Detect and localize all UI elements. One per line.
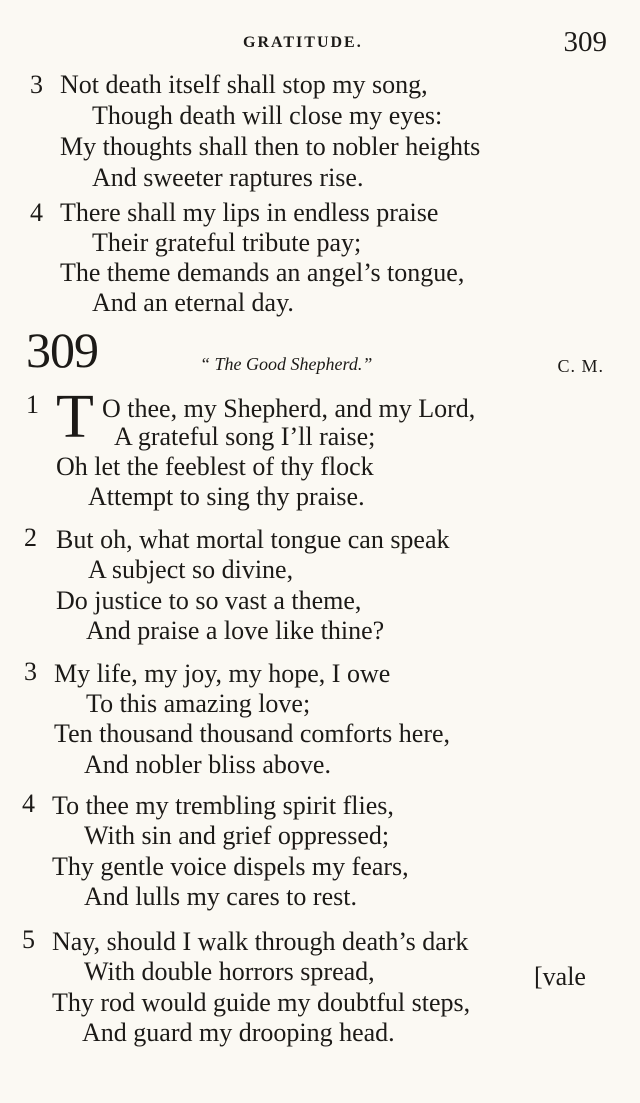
- verse-line: And nobler bliss above.: [84, 750, 331, 779]
- verse-line: Oh let the feeblest of thy flock: [56, 452, 374, 481]
- stanza-number: 3: [24, 657, 37, 686]
- verse-line: The theme demands an angel’s tongue,: [60, 258, 465, 287]
- verse-line: Thy gentle voice dispels my fears,: [52, 852, 409, 881]
- verse-line: With sin and grief oppressed;: [84, 821, 390, 850]
- verse-line: Ten thousand thousand comforts here,: [54, 719, 451, 748]
- page-number: 309: [563, 26, 607, 58]
- verse-line: And guard my drooping head.: [82, 1018, 395, 1047]
- verse-line: There shall my lips in endless praise: [60, 198, 439, 227]
- stanza-number: 1: [26, 390, 39, 419]
- verse-line: Not death itself shall stop my song,: [60, 70, 428, 99]
- verse-line: A subject so divine,: [88, 555, 294, 584]
- verse-line: Their grateful tribute pay;: [92, 228, 362, 257]
- verse-line: And an eternal day.: [92, 288, 294, 317]
- verse-line: Thy rod would guide my doubtful steps,: [52, 988, 471, 1017]
- stanza-number: 3: [30, 70, 43, 99]
- verse-line: O thee, my Shepherd, and my Lord,: [102, 394, 476, 423]
- verse-line: And lulls my cares to rest.: [84, 882, 357, 911]
- stanza-number: 5: [22, 925, 35, 954]
- verse-line: Do justice to so vast a theme,: [56, 586, 362, 615]
- hymn-number: 309: [26, 322, 98, 378]
- verse-line: Nay, should I walk through death’s dark: [52, 927, 469, 956]
- hymn-title: “ The Good Shepherd.”: [200, 354, 373, 374]
- running-head: GRATITUDE.: [243, 34, 363, 51]
- stanza-number: 4: [30, 198, 43, 227]
- verse-line: Attempt to sing thy praise.: [88, 482, 365, 511]
- verse-line: And praise a love like thine?: [86, 616, 385, 645]
- verse-line: To thee my trembling spirit flies,: [52, 791, 394, 820]
- verse-line: To this amazing love;: [86, 689, 311, 718]
- verse-line: And sweeter raptures rise.: [92, 163, 364, 192]
- hymn-meter: C. M.: [557, 356, 604, 376]
- verse-line: My thoughts shall then to nobler heights: [60, 132, 481, 161]
- drop-cap: T: [56, 383, 94, 451]
- verse-line: Though death will close my eyes:: [92, 101, 443, 130]
- overflow-word: [vale: [534, 962, 586, 991]
- verse-line: But oh, what mortal tongue can speak: [56, 525, 450, 554]
- stanza-number: 2: [24, 523, 37, 552]
- verse-line: A grateful song I’ll raise;: [114, 422, 376, 451]
- verse-line: With double horrors spread,: [84, 957, 375, 986]
- verse-line: My life, my joy, my hope, I owe: [54, 659, 391, 688]
- stanza-number: 4: [22, 789, 35, 818]
